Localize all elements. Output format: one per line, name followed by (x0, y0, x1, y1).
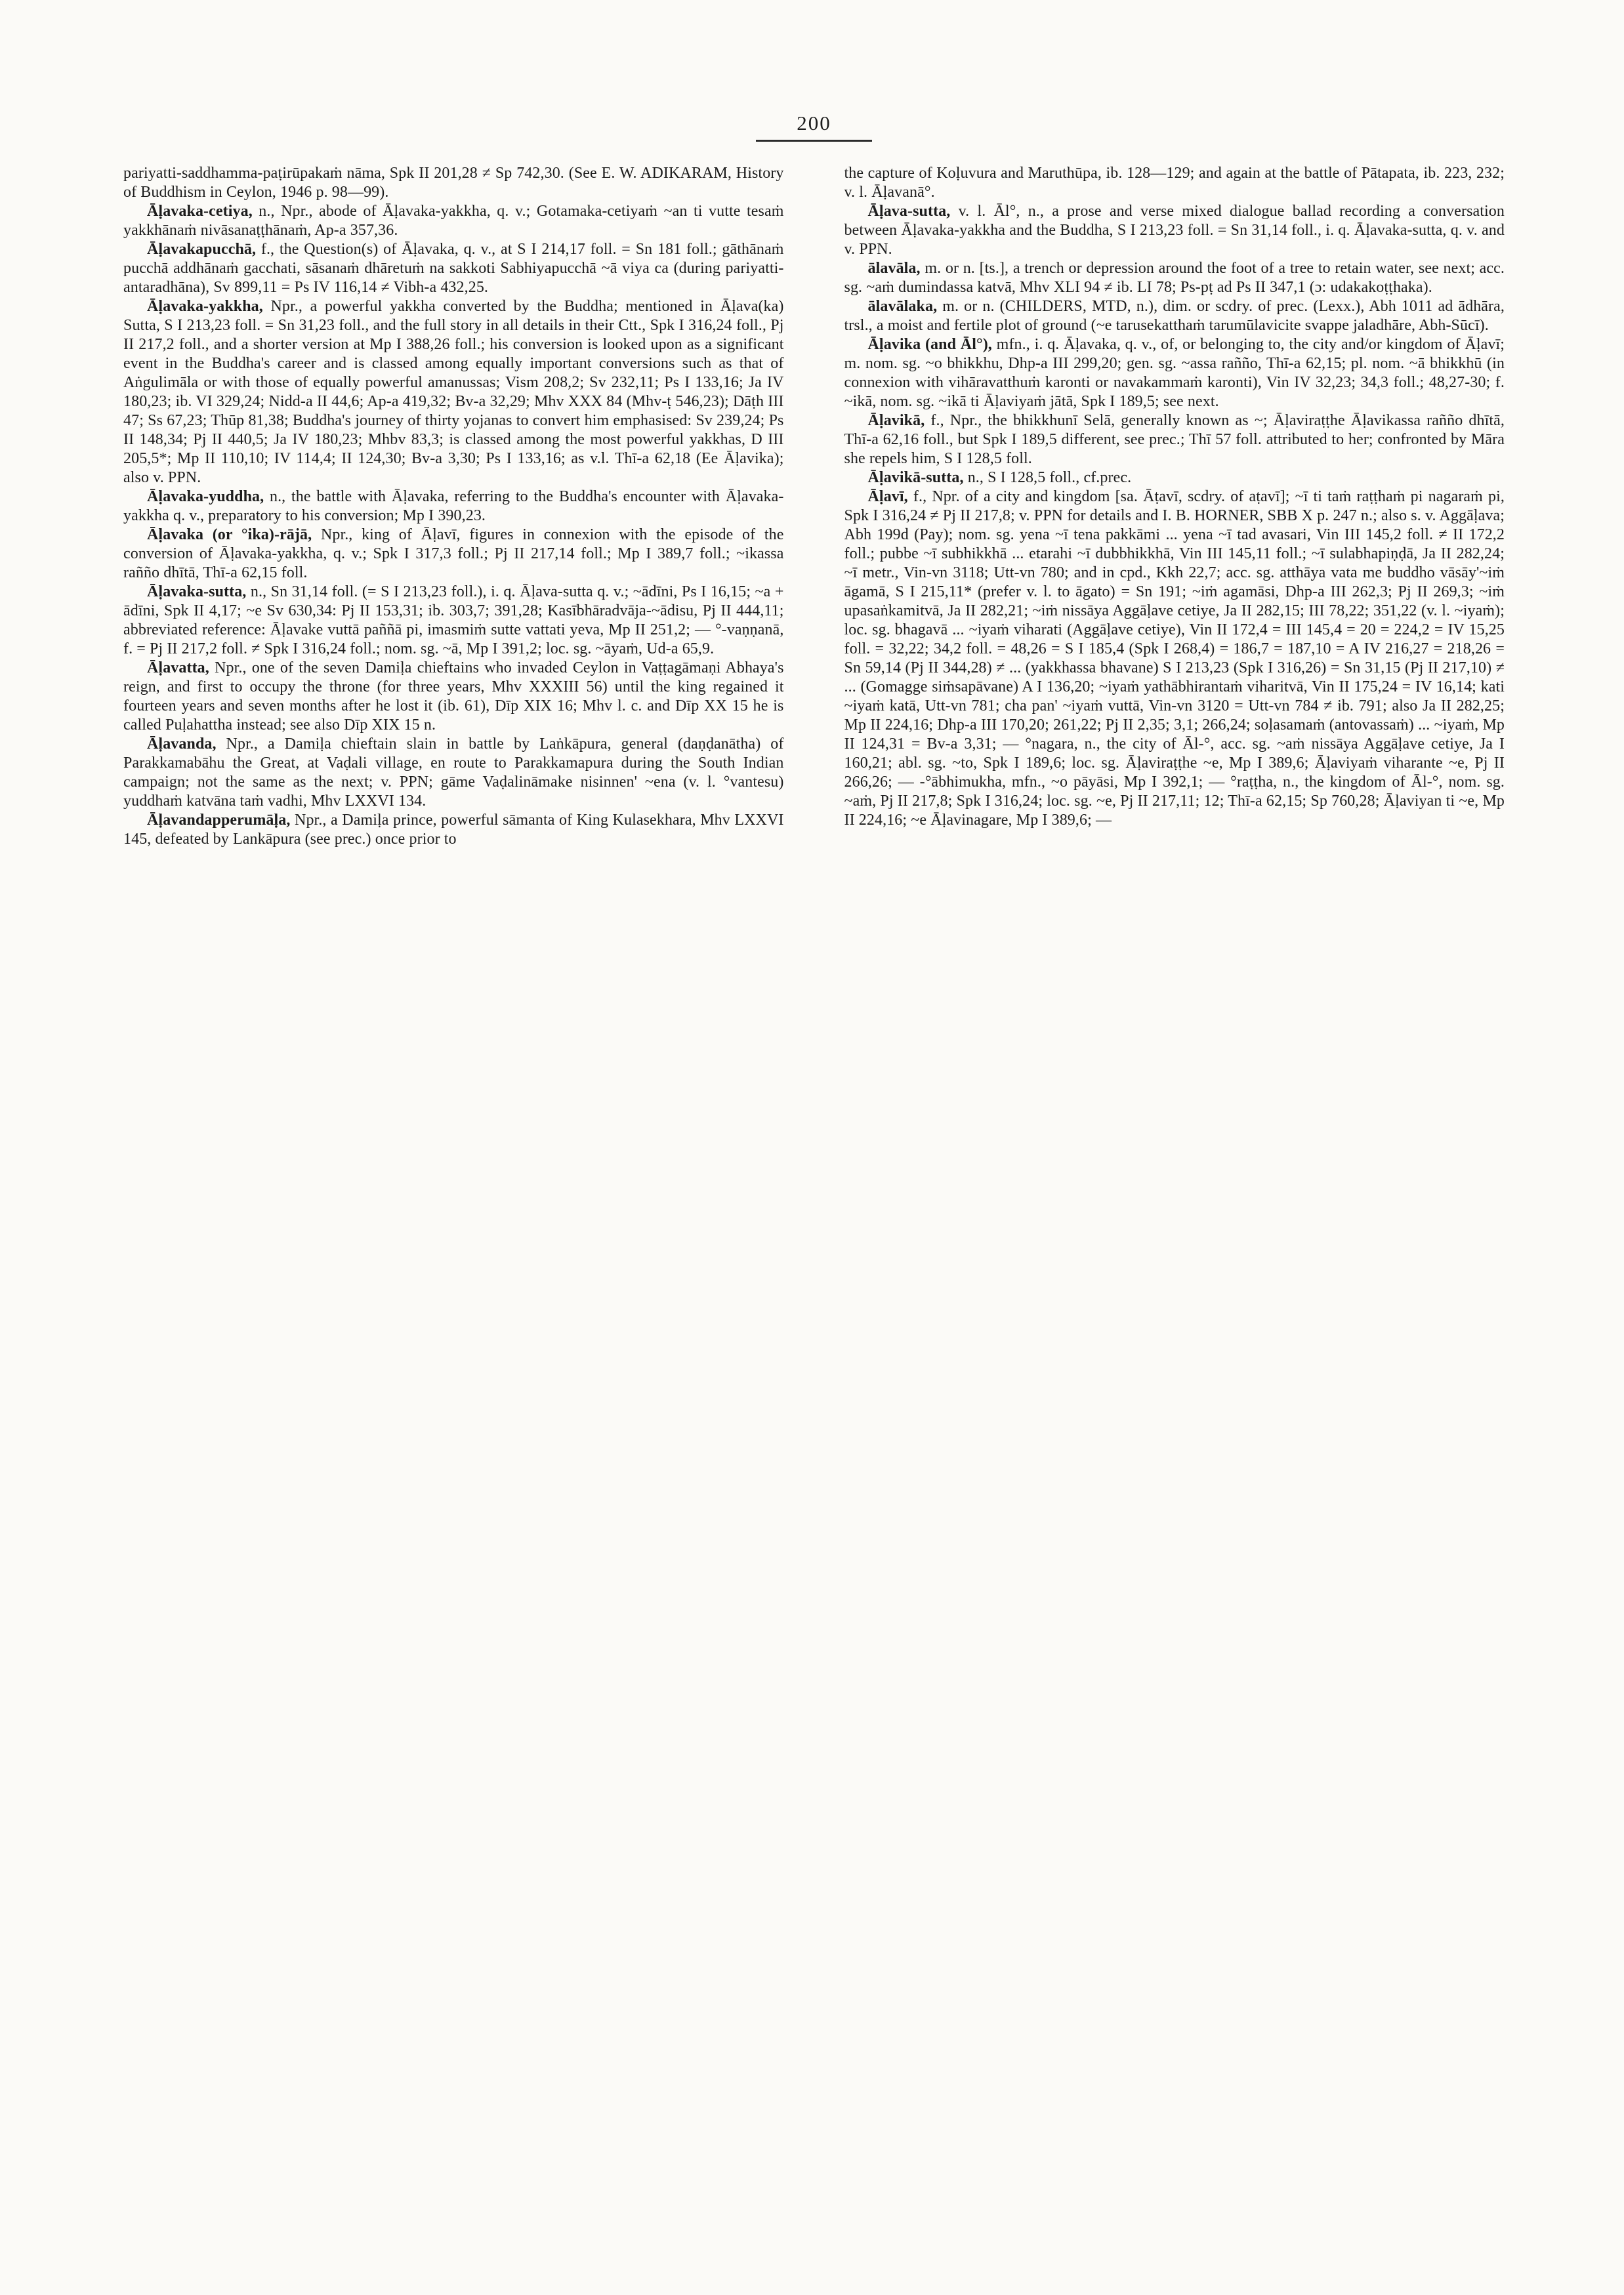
dictionary-entry (123, 811, 784, 849)
entry-headword: Āḷavaka-yuddha, (147, 488, 270, 505)
entry-headword: Āḷavaka-yakkha, (147, 298, 271, 315)
left-column (123, 164, 784, 849)
dictionary-entry (844, 411, 1505, 468)
entry-body: m. or n. (CHILDERS, MTD, n.), dim. or scdry. of prec. (Lexx.), Abh 1011 ad ādhāra, trsl., a moist and fertile plot of ground (~e tarusekatthaṁ tarumūlavicite svappe jaladhāre, Abh-Sūcī). (844, 298, 1505, 334)
entry-body: the capture of Koḷuvura and Maruthūpa, ib. 128—129; and again at the battle of Pātapata, ib. 223, 232; v. l. Āḷavanā°. (844, 165, 1505, 201)
continued-paragraph (844, 164, 1505, 202)
continued-paragraph (123, 164, 784, 202)
dictionary-entry (123, 487, 784, 526)
entry-headword: Āḷavikā-sutta, (867, 469, 968, 486)
entry-body: m. or n. [ts.], a trench or depression around the foot of a tree to retain water, see next; acc. sg. ~aṁ dumindassa katvā, Mhv XLI 94 ≠ ib. LI 78; Ps-pṭ ad Ps II 347,1 (ɔ: udakakoṭṭhaka). (844, 260, 1505, 296)
entry-body: v. l. Āl°, n., a prose and verse mixed dialogue ballad recording a conversation between Āḷavaka-yakkha and the Buddha, S I 213,23 foll. = Sn 31,14 foll., i. q. Āḷavaka-sutta, q. v. and v. PPN. (844, 203, 1505, 258)
entry-body: f., Npr. of a city and kingdom [sa. Āṭavī, scdry. of aṭavī]; ~ī ti taṁ raṭṭhaṁ pi nagaraṁ pi, Spk I 316,24 ≠ Pj II 217,8; v. PPN for details and I. B. HORNER, SBB X p. 247 n.; also s. v. Aggāḷava; Abh 199d (Pay); nom. sg. yena ~ī tena pakkāmi ... yena ~ī tad avasari, Vin III 145,2 foll. ≠ II 172,2 foll.; pubbe ~ī subhikkhā ... etarahi ~ī dubbhikkhā, Vin III 145,11 foll.; ~ī sulabhapiṇḍā, Ja II 282,24; ~ī metr., Vin-vn 3118; Utt-vn 780; and in cpd., Kkh 22,7; acc. sg. atthāya vata me buddho vāsāy'~iṁ āgamā, S I 215,11* (prefer v. l. to āgato) = Sn 191; ~iṁ agamāsi, Dhp-a III 262,3; Pj II 269,3; ~iṁ upasaṅkamitvā, Ja II 282,21; ~iṁ nissāya Aggāḷave cetiye, Ja II 282,15; III 78,22; 351,22 (v. l. ~iyaṁ); loc. sg. bhagavā ... ~iyaṁ viharati (Aggāḷave cetiye), Vin II 172,4 = III 145,4 = 20 = 224,2 = IV 15,25 foll. = 32,22; 34,2 foll. = 48,26 = S I 185,4 (Spk I 268,4) = 186,7 = 187,10 = A IV 216,27 = 218,26 = Sn 59,14 (Pj II 344,28) ≠ ... (yakkhassa bhavane) S I 213,23 (Spk I 316,26) = Sn 31,15 (Pj II 217,10) ≠ ... (Gomagge siṁsapāvane) A I 136,20; ~iyaṁ yathābhirantaṁ viharitvā, Vin II 175,24 = IV 16,14; kati ~iyaṁ katā, Utt-vn 781; cha pan' ~iyaṁ vuttā, Vin-vn 3120 = Utt-vn 784 ≠ ib. 791; also Ja II 282,25; Mp II 224,16; Dhp-a III 170,20; 261,22; Pj II 2,35; 3,1; 266,24; soḷasamaṁ (antovassaṁ) ... ~iyaṁ, Mp II 124,31 = Bv-a 3,31; — °nagara, n., the city of Āl-°, acc. sg. ~aṁ nissāya Aggāḷave cetiye, Ja I 160,21; abl. sg. ~to, Spk I 189,6; loc. sg. Āḷaviraṭṭhe ~e, Mp I 389,6; Āḷaviyaṁ viharante ~e, Pj II 266,26; — -°ābhimukha, mfn., ~o pāyāsi, Mp I 392,1; — °raṭṭha, n., the kingdom of Āl-°, nom. sg. ~aṁ, Pj II 217,8; Spk I 316,24; loc. sg. ~e, Pj II 217,11; 12; Thī-a 62,15; Sp 760,28; Āḷaviyan ti ~e, Mp II 224,16; ~e Āḷavinagare, Mp I 389,6; — (844, 488, 1505, 829)
entry-body: Npr., a powerful yakkha converted by the Buddha; mentioned in Āḷava(ka) Sutta, S I 213,23 foll. = Sn 31,23 foll., and the full story in all details in their Ctt., Spk I 316,24 foll., Pj II 217,2 foll., and a shorter version at Mp I 388,26 foll.; his conversion is looked upon as a significant event in the Buddha's career and is classed among equally important conversions such as that of Aṅgulimāla or with those of equally powerful amanussas; Vism 208,2; Sv 232,11; Ps I 133,16; Ja IV 180,23; ib. VI 329,24; Nidd-a II 44,6; Ap-a 419,32; Bv-a 32,29; Mhv XXX 84 (Mhv-ṭ 546,23); Dāṭh III 47; Ss 67,23; Thūp 81,38; Buddha's journey of thirty yojanas to convert him emphasised: Sv 239,24; Ps II 148,34; Pj II 440,5; Ja IV 180,23; Mhbv 83,3; is classed among the most powerful yakkhas, D III 205,5*; Mp II 110,10; IV 114,4; II 124,30; Bv-a 3,30; Ps I 133,16; as v.l. Thī-a 62,18 (Ee Āḷavika); also v. PPN. (123, 298, 784, 486)
entry-body: Npr., a Damiḷa prince, powerful sāmanta of King Kulasekhara, Mhv LXXVI 145, defeated by Lankāpura (see prec.) once prior to (123, 812, 784, 848)
entry-headword: Āḷavakapucchā, (147, 241, 261, 258)
entry-headword: Āḷavī, (867, 488, 913, 505)
entry-body: n., Npr., abode of Āḷavaka-yakkha, q. v.; Gotamaka-cetiyaṁ ~an ti vutte tesaṁ yakkhānaṁ nivāsanaṭṭhānaṁ, Ap-a 357,36. (123, 203, 784, 239)
entry-body: mfn., i. q. Āḷavaka, q. v., of, or belonging to, the city and/or kingdom of Āḷavī; m. nom. sg. ~o bhikkhu, Dhp-a III 299,20; gen. sg. ~assa rañño, Thī-a 62,15; pl. nom. ~ā bhikkhū (in connexion with vihāravatthuṁ karonti or navakammaṁ karonti), Vin IV 32,23; 34,3 foll.; 48,27-30; f. ~ikā, nom. sg. ~ikā ti Āḷaviyaṁ jātā, Spk I 189,5; see next. (844, 336, 1505, 410)
entry-body: Npr., a Damiḷa chieftain slain in battle by Laṅkāpura, general (daṇḍanātha) of Parakkamabāhu the Great, at Vaḍali village, en route to Parakkamapura during the South Indian campaign; not the same as the next; v. PPN; gāme Vaḍalināmake nisinnen' ~ena (v. l. °vantesu) yuddhaṁ katvāna taṁ vadhi, Mhv LXXVI 134. (123, 735, 784, 810)
dictionary-entry (123, 297, 784, 487)
entry-headword: Āḷavikā, (867, 412, 931, 429)
entry-headword: Āḷava-sutta, (867, 203, 959, 220)
entry-body: pariyatti-saddhamma-paṭirūpakaṁ nāma, Spk II 201,28 ≠ Sp 742,30. (See E. W. ADIKARAM, History of Buddhism in Ceylon, 1946 p. 98—99). (123, 165, 784, 201)
entry-headword: ālavāla, (867, 260, 925, 277)
dictionary-entry (844, 335, 1505, 411)
entry-headword: Āḷavaka-cetiya, (147, 203, 259, 220)
page-number: 200 (756, 112, 872, 142)
entry-body: n., the battle with Āḷavaka, referring to the Buddha's encounter with Āḷavaka-yakkha q. v., preparatory to his conversion; Mp I 390,23. (123, 488, 784, 524)
dictionary-entry (844, 202, 1505, 259)
entry-body: Npr., one of the seven Damiḷa chieftains who invaded Ceylon in Vaṭṭagāmaṇi Abhaya's reign, and first to occupy the throne (for three years, Mhv XXXIII 56) until the king regained it fourteen years and seven months after he lost it (ib. 61), Dīp XIX 16; Mhv l. c. and Dīp XX 15 he is called Puḷahattha instead; see also Dīp XIX 15 n. (123, 659, 784, 734)
dictionary-entry (123, 583, 784, 659)
page-header (123, 112, 1505, 142)
dictionary-entry (123, 735, 784, 811)
entry-headword: Āḷavandapperumāḷa, (147, 812, 295, 829)
dictionary-entry (844, 297, 1505, 335)
entry-headword: ālavālaka, (867, 298, 943, 315)
right-column (844, 164, 1505, 830)
dictionary-entry (123, 202, 784, 240)
dictionary-entry (123, 526, 784, 583)
entry-headword: Āḷavaka (or °ika)-rājā, (147, 526, 321, 543)
entry-body: f., Npr., the bhikkhunī Selā, generally known as ~; Āḷaviraṭṭhe Āḷavikassa rañño dhītā, Thī-a 62,16 foll., but Spk I 189,5 different, see prec.; Thī 57 foll. attributed to her; confronted by Māra she repels him, S I 128,5 foll. (844, 412, 1505, 467)
entry-headword: Āḷavatta, (147, 659, 215, 676)
entry-body: n., Sn 31,14 foll. (= S I 213,23 foll.), i. q. Āḷava-sutta q. v.; ~ādīni, Ps I 16,15; ~a + ādīni, Spk II 4,17; ~e Sv 630,34: Pj II 153,31; ib. 303,7; 391,28; Kasībhāradvāja-~ādisu, Pj II 444,11; abbreviated reference: Āḷavake vuttā paññā pi, imasmiṁ sutte vattati yeva, Mp II 251,2; — °-vaṇṇanā, f. = Pj II 217,2 foll. ≠ Spk I 316,24 foll.; nom. sg. ~ā, Mp I 391,2; loc. sg. ~āyaṁ, Ud-a 65,9. (123, 583, 784, 657)
entry-headword: Āḷavanda, (147, 735, 226, 753)
dictionary-entry (123, 659, 784, 735)
dictionary-entry (844, 259, 1505, 297)
entry-body: f., the Question(s) of Āḷavaka, q. v., at S I 214,17 foll. = Sn 181 foll.; gāthānaṁ pucchā addhānaṁ gacchati, sāsanaṁ dhāretuṁ na sakkoti Sabhiyapucchā ~ā viya ca (during pariyatti-antaradhāna), Sv 899,11 = Ps IV 116,14 ≠ Vibh-a 432,25. (123, 241, 784, 296)
dictionary-entry (844, 487, 1505, 830)
entry-headword: Āḷavaka-sutta, (147, 583, 251, 600)
entry-headword: Āḷavika (and Āl°), (867, 336, 997, 353)
dictionary-entry (844, 468, 1505, 487)
dictionary-entry (123, 240, 784, 297)
entry-body: Npr., king of Āḷavī, figures in connexion with the episode of the conversion of Āḷavaka-yakkha, q. v.; Spk I 317,3 foll.; Pj II 217,14 foll.; Mp I 389,7 foll.; ~ikassa rañño dhītā, Thī-a 62,15 foll. (123, 526, 784, 581)
text-columns (123, 164, 1505, 849)
entry-body: n., S I 128,5 foll., cf.prec. (967, 469, 1132, 486)
